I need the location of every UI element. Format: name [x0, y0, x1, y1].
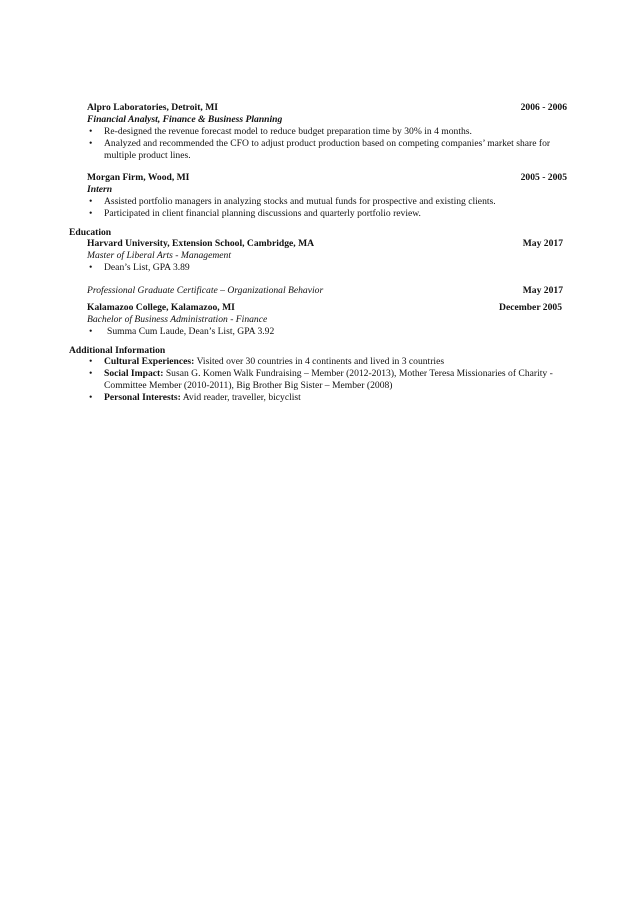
- bullet-list: [87, 126, 567, 162]
- experience-header: [87, 172, 567, 184]
- job-title: Intern: [87, 184, 113, 195]
- list-item: [87, 138, 567, 162]
- graduation-date: May 2017: [522, 238, 563, 249]
- degree-title: Master of Liberal Arts - Management: [87, 250, 231, 261]
- section-heading-additional: Additional Information: [69, 345, 166, 356]
- certificate-title: Professional Graduate Certificate – Organizational Behavior: [87, 285, 324, 296]
- certificate-row: [87, 285, 563, 297]
- experience-header: [87, 102, 567, 114]
- info-text: Visited over 30 countries in 4 continents and lived in 3 countries: [196, 356, 445, 367]
- bullet-list: [87, 196, 567, 220]
- list-item: [87, 368, 572, 392]
- school-name: Kalamazoo College, Kalamazoo, MI: [87, 302, 235, 313]
- experience-alpro: [87, 102, 567, 162]
- education-harvard: [87, 238, 563, 297]
- experience-morgan: [87, 172, 567, 220]
- bullet-icon: •: [89, 392, 93, 403]
- info-label: Cultural Experiences:: [104, 356, 195, 367]
- bullet-icon: •: [89, 326, 93, 337]
- list-item: [87, 262, 563, 274]
- bullet-icon: •: [89, 262, 93, 273]
- bullet-text: Analyzed and recommended the CFO to adjust product production based on competing companies’ market share for multiple product lines.: [104, 138, 551, 161]
- employment-dates: 2006 - 2006: [520, 102, 567, 113]
- education-header: [87, 302, 562, 314]
- bullet-icon: •: [89, 368, 93, 379]
- list-item: [87, 126, 567, 138]
- employer-name: Alpro Laboratories, Detroit, MI: [87, 102, 219, 113]
- bullet-icon: •: [89, 196, 93, 207]
- graduation-date: December 2005: [499, 302, 562, 313]
- bullet-text: Re-designed the revenue forecast model to reduce budget preparation time by 30% in 4 months.: [104, 126, 472, 137]
- bullet-text: Dean’s List, GPA 3.89: [104, 262, 190, 273]
- info-text: Avid reader, traveller, bicyclist: [182, 392, 301, 403]
- bullet-text: Assisted portfolio managers in analyzing stocks and mutual funds for prospective and existing clients.: [104, 196, 496, 207]
- info-text: Susan G. Komen Walk Fundraising – Member (2012-2013), Mother Teresa Missionaries of Charity - Committee Member (2010-2011), Big Brother Big Sister – Member (2008): [104, 368, 553, 391]
- bullet-list: [87, 262, 563, 274]
- certificate-date: May 2017: [522, 285, 563, 296]
- job-title: Financial Analyst, Finance & Business Planning: [87, 114, 283, 125]
- bullet-text: Participated in client financial planning discussions and quarterly portfolio review.: [104, 208, 421, 219]
- list-item: [87, 326, 562, 338]
- education-kalamazoo: [87, 302, 562, 338]
- additional-info: [87, 356, 572, 404]
- list-item: [87, 392, 572, 404]
- bullet-icon: •: [89, 356, 93, 367]
- list-item: [87, 356, 572, 368]
- list-item: [87, 196, 567, 208]
- employer-name: Morgan Firm, Wood, MI: [87, 172, 190, 183]
- bullet-text: Summa Cum Laude, Dean’s List, GPA 3.92: [107, 326, 275, 337]
- bullet-list: [87, 356, 572, 404]
- section-heading-education: Education: [69, 227, 112, 238]
- education-header: [87, 238, 563, 250]
- school-name: Harvard University, Extension School, Cambridge, MA: [87, 238, 315, 249]
- list-item: [87, 208, 567, 220]
- bullet-icon: •: [89, 208, 93, 219]
- info-label: Social Impact:: [104, 368, 164, 379]
- degree-title: Bachelor of Business Administration - Finance: [87, 314, 268, 325]
- bullet-icon: •: [89, 126, 93, 137]
- bullet-icon: •: [89, 138, 93, 149]
- info-label: Personal Interests:: [104, 392, 181, 403]
- employment-dates: 2005 - 2005: [520, 172, 567, 183]
- bullet-list: [87, 326, 562, 338]
